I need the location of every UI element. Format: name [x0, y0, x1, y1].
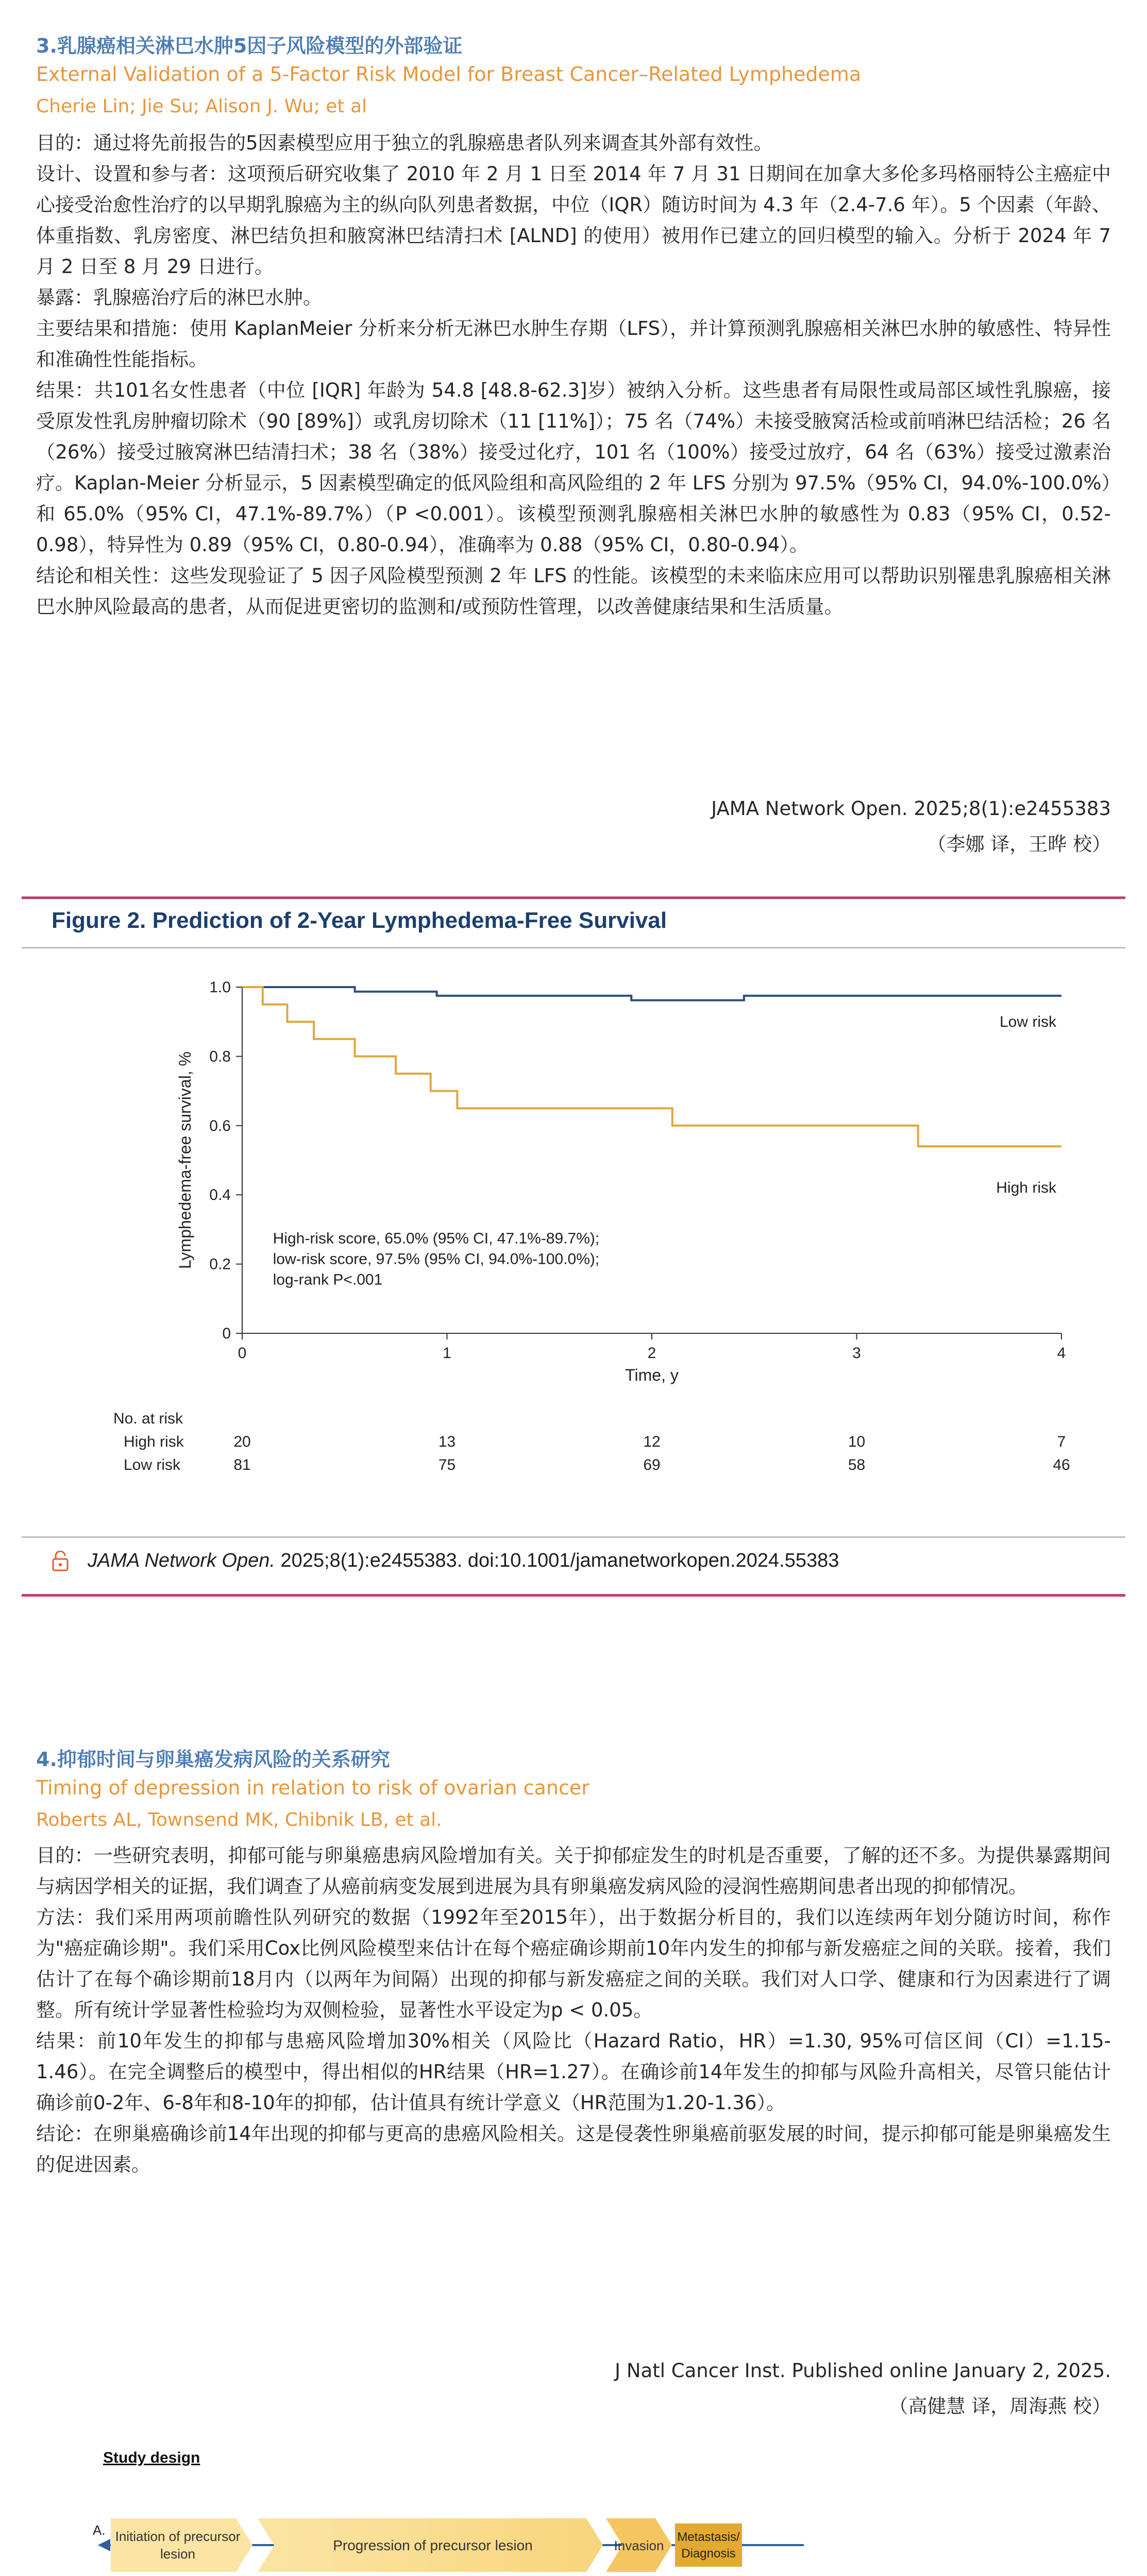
at-risk-row-label: Low risk	[124, 1456, 181, 1473]
at-risk-value: 7	[1057, 1433, 1066, 1450]
section4-conclusion: 结论：在卵巢癌确诊前14年出现的抑郁与更高的患癌风险相关。这是侵袭性卵巢癌前驱发展的时间，提示抑郁可能是卵巢癌发生的促进因素。	[36, 2123, 1111, 2176]
section4-methods: 方法：我们采用两项前瞻性队列研究的数据（1992年至2015年），出于数据分析目的，我们以连续两年划分随访时间，称作为"癌症确诊期"。我们采用Cox比例风险模型来估计在每个癌症确诊期前10年内发生的抑郁与新发癌症之间的关联。接着，我们估计了在每个确诊期前18月内（以两年为间隔）出现的抑郁与新发癌症之间的关联。我们对人口学、健康和行为因素进行了调整。所有统计学显著性检验均为双侧检验，显著性水平设定为p < 0.05。	[36, 1906, 1111, 2021]
phase-metastasis-label-2: Diagnosis	[681, 2547, 736, 2561]
section3-results: 结果：共101名女性患者（中位 [IQR] 年龄为 54.8 [48.8-62.3]岁）被纳入分析。这些患者有局限性或局部区域性乳腺癌，接受原发性乳房肿瘤切除术（90 [89%]）或乳房切除术（11 [11%]）；75 名（74%）未接受腋窝活检或前哨淋巴结活检；26 名（26%）接受过腋窝淋巴结清扫术；38 名（38%）接受过化疗，101 名（100%）接受过放疗，64 名（63%）接受过激素治疗。Kaplan-Meier 分析显示，5 因素模型确定的低风险组和高风险组的 2 年 LFS 分别为 97.5%（95% CI，94.0%-100.0%）和 65.0%（95% CI，47.1%-89.7%）（P <0.001）。该模型预测乳腺癌相关淋巴水肿的敏感性为 0.83（95% CI，0.52-0.98），特异性为 0.89（95% CI，0.80-0.94），准确率为 0.88（95% CI，0.80-0.94）。	[36, 379, 1111, 556]
figure2-top-rule	[22, 896, 1125, 899]
study-design-heading: Study design	[103, 2449, 200, 2466]
at-risk-heading: No. at risk	[113, 1410, 183, 1427]
series-line-low-risk	[242, 987, 1061, 1001]
at-risk-value: 58	[848, 1456, 866, 1473]
section4-objective: 目的：一些研究表明，抑郁可能与卵巢癌患病风险增加有关。关于抑郁症发生的时机是否重要，了解的还不多。为提供暴露期间与病因学相关的证据，我们调查了从癌前病变发展到进展为具有卵巢癌发病风险的浸润性癌期间患者出现的抑郁情况。	[36, 1844, 1111, 1897]
section3-title: 3.乳腺癌相关淋巴水肿5因子风险模型的外部验证	[36, 35, 463, 57]
x-tick-label: 2	[647, 1345, 656, 1362]
at-risk-value: 10	[848, 1433, 866, 1450]
x-tick-label: 0	[238, 1345, 247, 1362]
row-a-label: A.	[93, 2522, 106, 2538]
section3-conclusion: 结论和相关性：这些发现验证了 5 因子风险模型预测 2 年 LFS 的性能。该模型的未来临床应用可以帮助识别罹患乳腺癌相关淋巴水肿风险最高的患者，从而促进更密切的监测和/或预防性管理，以改善健康结果和生活质量。	[36, 565, 1111, 618]
section4-abstract	[36, 1840, 1111, 2180]
figure2-end-rule	[22, 1594, 1125, 1597]
at-risk-value: 12	[643, 1433, 661, 1450]
figure2-bottom-rule	[22, 1536, 1125, 1538]
timeline-left-arrowhead	[98, 2539, 110, 2551]
y-tick-label: 0.6	[209, 1117, 231, 1134]
x-tick-label: 3	[852, 1345, 861, 1362]
at-risk-row-label: High risk	[124, 1433, 184, 1450]
section3-exposure: 暴露：乳腺癌治疗后的淋巴水肿。	[36, 286, 322, 309]
at-risk-value: 46	[1053, 1456, 1070, 1473]
figure2-citation-journal: JAMA Network Open.	[88, 1550, 275, 1571]
series-label: High risk	[996, 1179, 1056, 1197]
section3-english-title[interactable]: External Validation of a 5-Factor Risk Model for Breast Cancer–Related Lymphedema	[36, 63, 862, 86]
x-tick-label: 4	[1057, 1345, 1066, 1362]
km-chart	[0, 953, 1147, 1494]
series-label: Low risk	[999, 1013, 1056, 1030]
phase-initiation-block	[111, 2518, 252, 2572]
figure2-citation-doi: 2025;8(1):e2455383. doi:10.1001/jamanetworkopen.2024.55383	[275, 1550, 839, 1571]
x-axis-label: Time, y	[625, 1366, 679, 1384]
at-risk-value: 20	[233, 1433, 251, 1450]
y-tick-label: 0	[222, 1325, 231, 1342]
chart-annotation-line: low-risk score, 97.5% (95% CI, 94.0%-100.0%);	[273, 1250, 600, 1268]
phase-metastasis-label-1: Metastasis/	[677, 2530, 740, 2544]
chart-annotation-line: log-rank P<.001	[273, 1271, 383, 1289]
section3-translator: （李娜 译，王晔 校）	[927, 833, 1111, 855]
y-axis-label: Lymphedema-free survival, %	[176, 1051, 194, 1269]
y-tick-label: 0.4	[209, 1187, 231, 1204]
section4-english-title[interactable]: Timing of depression in relation to risk of ovarian cancer	[36, 1776, 589, 1799]
section4-journal-citation: J Natl Cancer Inst. Published online January 2, 2025.	[615, 2360, 1111, 2382]
section3-journal-citation: JAMA Network Open. 2025;8(1):e2455383	[711, 798, 1111, 820]
series-line-high-risk	[242, 987, 1061, 1146]
y-tick-label: 1.0	[209, 979, 231, 996]
phase-initiation-label-2: lesion	[160, 2546, 195, 2562]
section4-title: 4.抑郁时间与卵巢癌发病风险的关系研究	[36, 1748, 390, 1771]
section3-authors[interactable]: Cherie Lin; Jie Su; Alison J. Wu; et al	[36, 96, 367, 117]
open-access-lock-icon	[52, 1551, 69, 1571]
section4-results: 结果：前10年发生的抑郁与患癌风险增加30%相关（风险比（Hazard Ratio，HR）=1.30, 95%可信区间（CI）=1.15-1.46）。在完全调整后的模型中，得出相似的HR结果（HR=1.27）。在确诊前14年发生的抑郁与风险升高相关，尽管只能估计确诊前0-2年、6-8年和8-10年的抑郁，估计值具有统计学意义（HR范围为1.20-1.36）。	[36, 2030, 1111, 2114]
y-tick-label: 0.8	[209, 1048, 231, 1065]
phase-initiation-label-1: Initiation of precursor	[115, 2529, 241, 2544]
section4-translator: （高健慧 译，周海燕 校）	[889, 2395, 1111, 2417]
chart-annotation-line: High-risk score, 65.0% (95% CI, 47.1%-89.7%);	[273, 1230, 600, 1247]
at-risk-value: 75	[438, 1456, 456, 1473]
figure2-title-rule	[22, 947, 1125, 948]
at-risk-value: 13	[438, 1433, 456, 1450]
x-tick-label: 1	[443, 1345, 451, 1362]
section4-authors[interactable]: Roberts AL, Townsend MK, Chibnik LB, et al.	[36, 1809, 442, 1831]
section3-design: 设计、设置和参与者：这项预后研究收集了 2010 年 2 月 1 日至 2014 年 7 月 31 日期间在加拿大多伦多玛格丽特公主癌症中心接受治愈性治疗的以早期乳腺癌为主的纵向队列患者数据，中位（IQR）随访时间为 4.3 年（2.4-7.6 年）。5 个因素（年龄、体重指数、乳房密度、淋巴结负担和腋窝淋巴结清扫术 [ALND] 的使用）被用作已建立的回归模型的输入。分析于 2024 年 7 月 2 日至 8 月 29 日进行。	[36, 163, 1111, 278]
at-risk-value: 69	[643, 1456, 661, 1473]
phase-progression-label: Progression of precursor lesion	[333, 2537, 533, 2553]
figure2-citation[interactable]	[88, 1550, 839, 1572]
at-risk-value: 81	[233, 1456, 251, 1473]
section3-abstract	[36, 128, 1111, 622]
section3-objective: 目的：通过将先前报告的5因素模型应用于独立的乳腺癌患者队列来调查其外部有效性。	[36, 132, 773, 154]
figure2-title: Figure 2. Prediction of 2-Year Lymphedema-Free Survival	[52, 908, 667, 933]
y-tick-label: 0.2	[209, 1256, 231, 1273]
phase-invasion-label: Invasion	[614, 2538, 664, 2553]
study-design-diagram	[0, 2442, 1147, 2576]
section3-outcomes: 主要结果和措施：使用 KaplanMeier 分析来分析无淋巴水肿生存期（LFS），并计算预测乳腺癌相关淋巴水肿的敏感性、特异性和准确性性能指标。	[36, 317, 1111, 370]
